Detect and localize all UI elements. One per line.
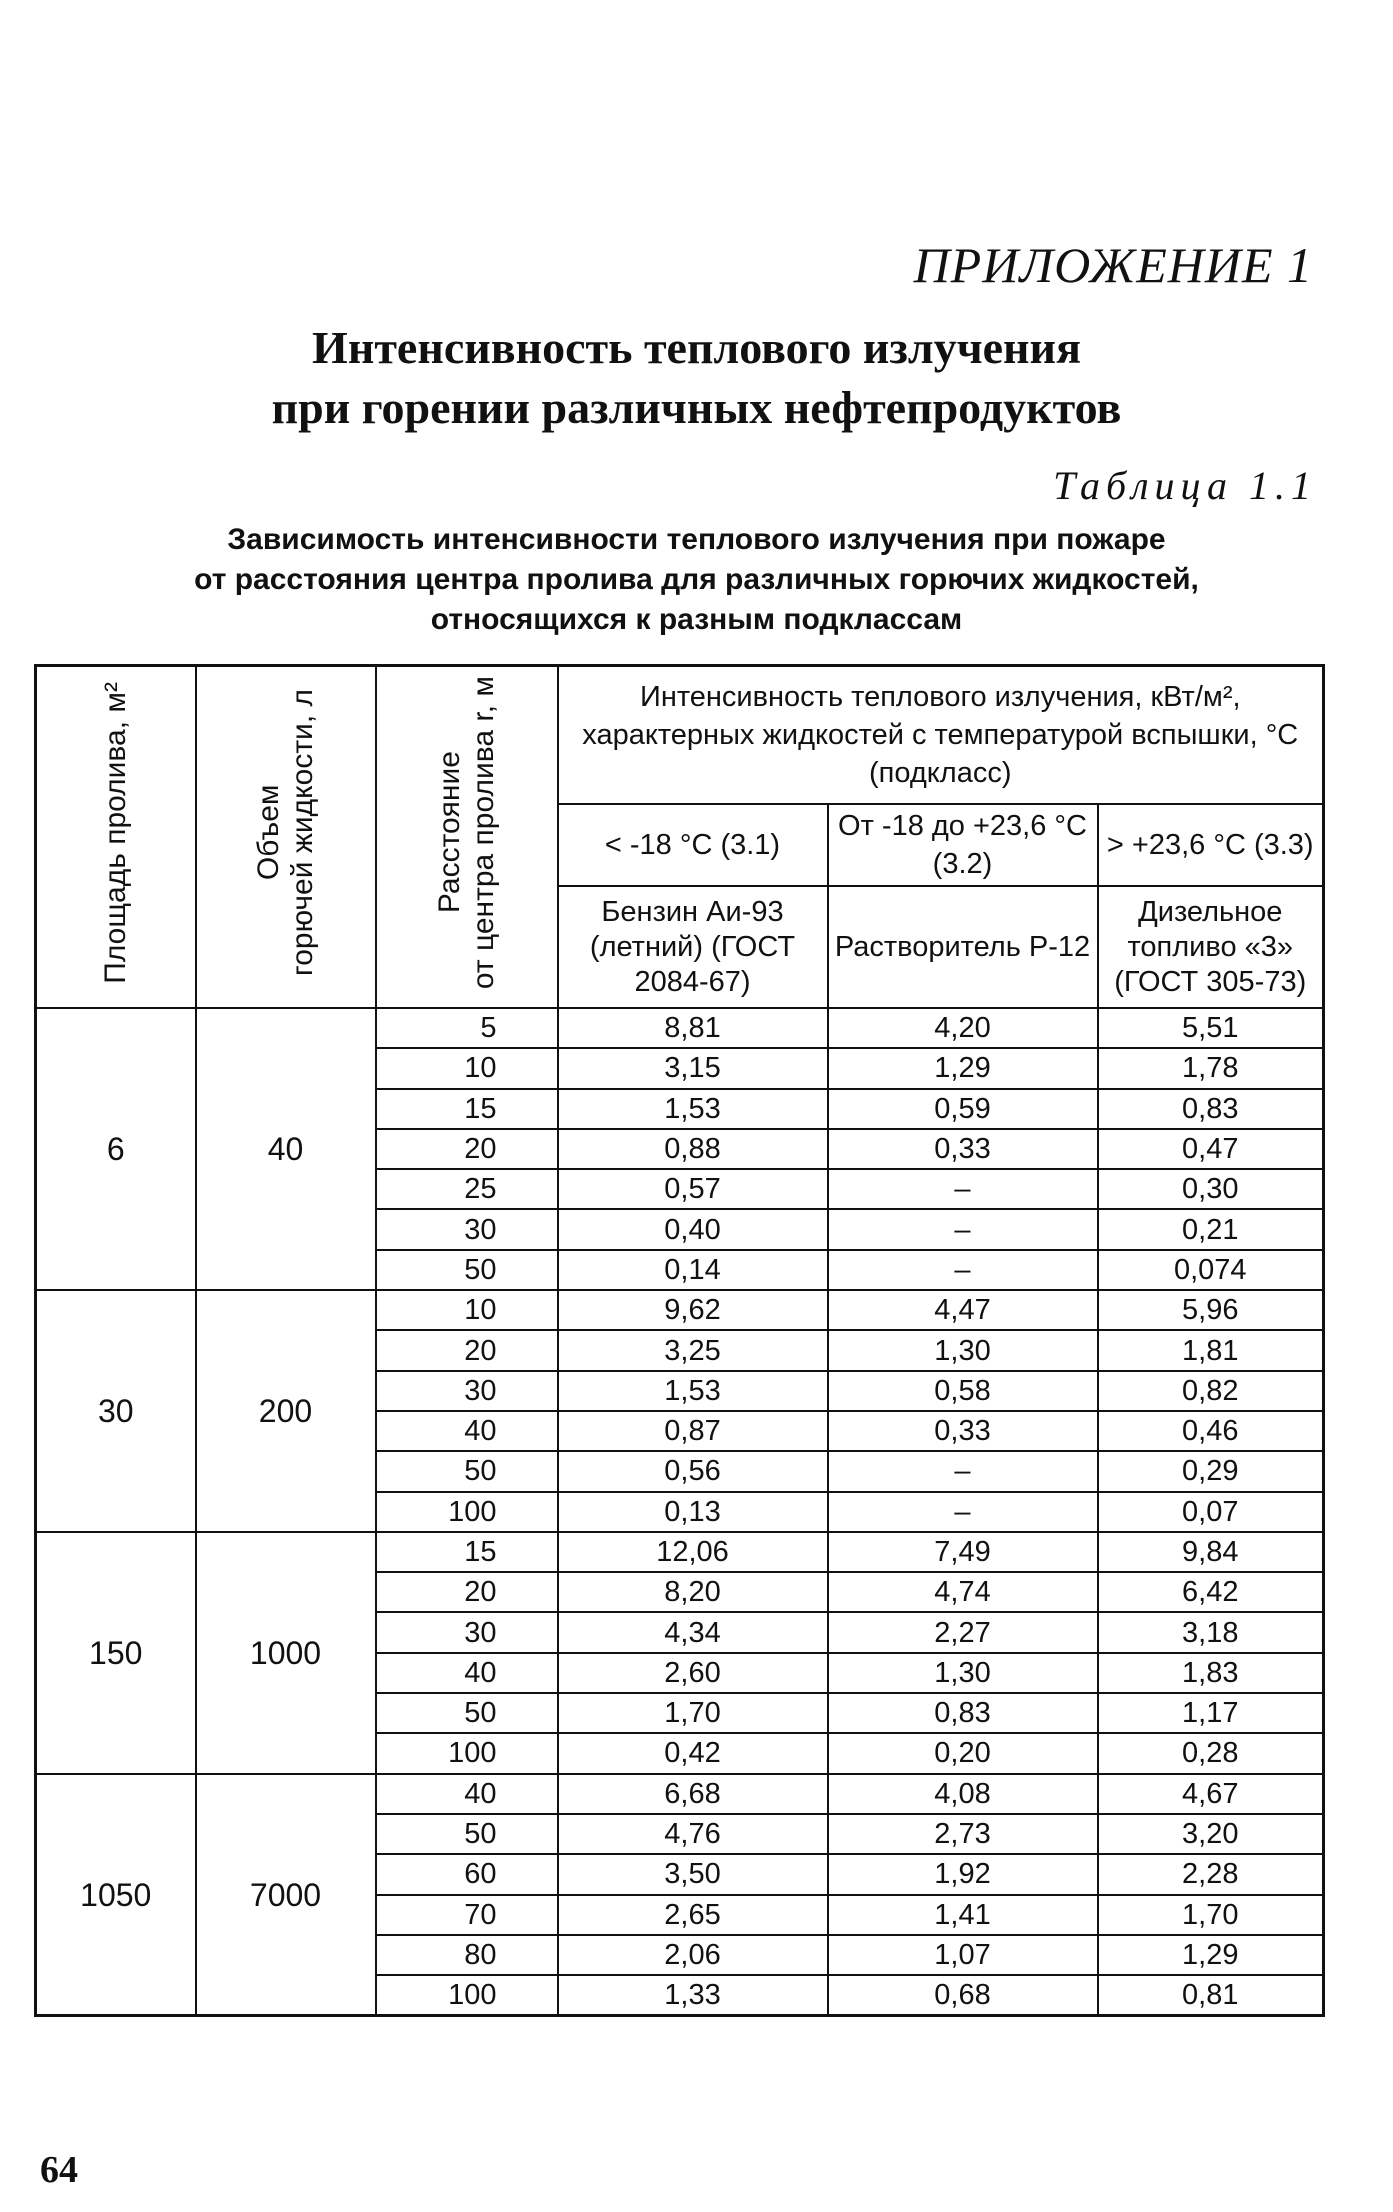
diesel-value-cell: 0,30 bbox=[1098, 1169, 1324, 1209]
page-number: 64 bbox=[40, 2149, 78, 2191]
distance-cell: 100 bbox=[376, 1733, 558, 1773]
diesel-value-cell: 0,28 bbox=[1098, 1733, 1324, 1773]
diesel-value-cell: 6,42 bbox=[1098, 1572, 1324, 1612]
gasoline-value-cell: 0,13 bbox=[558, 1492, 828, 1532]
header-intensity: Интенсивность теплового излучения, кВт/м², характерных жидкостей с температурой вспышки, °С (подкласс) bbox=[558, 666, 1324, 805]
gasoline-value-cell: 9,62 bbox=[558, 1290, 828, 1330]
gasoline-value-cell: 6,68 bbox=[558, 1774, 828, 1814]
gasoline-value-cell: 1,53 bbox=[558, 1089, 828, 1129]
gasoline-value-cell: 4,34 bbox=[558, 1612, 828, 1652]
distance-cell: 30 bbox=[376, 1371, 558, 1411]
table-body bbox=[36, 1008, 1324, 2016]
table-row bbox=[36, 1532, 1324, 1572]
solvent-value-cell: 7,49 bbox=[828, 1532, 1098, 1572]
diesel-value-cell: 1,17 bbox=[1098, 1693, 1324, 1733]
solvent-value-cell: 2,27 bbox=[828, 1612, 1098, 1652]
gasoline-value-cell: 2,65 bbox=[558, 1895, 828, 1935]
title-line-1: Интенсивность теплового излучения bbox=[312, 322, 1081, 373]
diesel-value-cell: 0,47 bbox=[1098, 1129, 1324, 1169]
header-temp-2: От -18 до +23,6 °С (3.2) bbox=[828, 804, 1098, 886]
distance-cell: 15 bbox=[376, 1089, 558, 1129]
solvent-value-cell: – bbox=[828, 1250, 1098, 1290]
table-row bbox=[36, 1774, 1324, 1814]
solvent-value-cell: 1,30 bbox=[828, 1653, 1098, 1693]
diesel-value-cell: 5,51 bbox=[1098, 1008, 1324, 1048]
caption-line-1: Зависимость интенсивности теплового излучения при пожаре bbox=[227, 523, 1166, 556]
diesel-value-cell: 2,28 bbox=[1098, 1854, 1324, 1894]
gasoline-value-cell: 0,56 bbox=[558, 1451, 828, 1491]
area-cell: 1050 bbox=[36, 1774, 196, 2016]
diesel-value-cell: 5,96 bbox=[1098, 1290, 1324, 1330]
gasoline-value-cell: 3,25 bbox=[558, 1330, 828, 1370]
distance-cell: 40 bbox=[376, 1653, 558, 1693]
solvent-value-cell: – bbox=[828, 1169, 1098, 1209]
gasoline-value-cell: 8,20 bbox=[558, 1572, 828, 1612]
gasoline-value-cell: 2,60 bbox=[558, 1653, 828, 1693]
diesel-value-cell: 0,29 bbox=[1098, 1451, 1324, 1491]
gasoline-value-cell: 3,50 bbox=[558, 1854, 828, 1894]
gasoline-value-cell: 0,88 bbox=[558, 1129, 828, 1169]
header-liquid-3: Дизельное топливо «3» (ГОСТ 305-73) bbox=[1098, 886, 1324, 1008]
header-area: Площадь пролива, м² bbox=[36, 666, 196, 1009]
solvent-value-cell: 1,30 bbox=[828, 1330, 1098, 1370]
gasoline-value-cell: 0,57 bbox=[558, 1169, 828, 1209]
gasoline-value-cell: 1,70 bbox=[558, 1693, 828, 1733]
distance-cell: 100 bbox=[376, 1975, 558, 2016]
volume-cell: 1000 bbox=[196, 1532, 376, 1774]
header-temp-3: > +23,6 °С (3.3) bbox=[1098, 804, 1324, 886]
diesel-value-cell: 4,67 bbox=[1098, 1774, 1324, 1814]
solvent-value-cell: 1,41 bbox=[828, 1895, 1098, 1935]
header-liquid-1: Бензин Аи-93 (летний) (ГОСТ 2084-67) bbox=[558, 886, 828, 1008]
distance-cell: 50 bbox=[376, 1451, 558, 1491]
solvent-value-cell: 0,33 bbox=[828, 1129, 1098, 1169]
gasoline-value-cell: 12,06 bbox=[558, 1532, 828, 1572]
diesel-value-cell: 0,82 bbox=[1098, 1371, 1324, 1411]
solvent-value-cell: – bbox=[828, 1451, 1098, 1491]
distance-cell: 60 bbox=[376, 1854, 558, 1894]
diesel-value-cell: 9,84 bbox=[1098, 1532, 1324, 1572]
diesel-value-cell: 3,18 bbox=[1098, 1612, 1324, 1652]
area-cell: 6 bbox=[36, 1008, 196, 1290]
radiation-intensity-table bbox=[34, 664, 1325, 2017]
table-caption bbox=[0, 520, 1393, 640]
solvent-value-cell: 0,58 bbox=[828, 1371, 1098, 1411]
caption-line-2: от расстояния центра пролива для различных горючих жидкостей, bbox=[194, 563, 1199, 596]
distance-cell: 50 bbox=[376, 1814, 558, 1854]
page-title bbox=[0, 318, 1393, 438]
distance-cell: 80 bbox=[376, 1935, 558, 1975]
appendix-heading: ПРИЛОЖЕНИЕ 1 bbox=[913, 237, 1313, 293]
diesel-value-cell: 0,83 bbox=[1098, 1089, 1324, 1129]
volume-cell: 200 bbox=[196, 1290, 376, 1532]
table-row bbox=[36, 1008, 1324, 1048]
title-line-2: при горении различных нефтепродуктов bbox=[271, 382, 1122, 433]
table-header bbox=[36, 666, 1324, 1009]
distance-cell: 40 bbox=[376, 1411, 558, 1451]
distance-cell: 25 bbox=[376, 1169, 558, 1209]
caption-line-3: относящихся к разным подклассам bbox=[430, 603, 963, 636]
distance-cell: 50 bbox=[376, 1250, 558, 1290]
solvent-value-cell: 1,29 bbox=[828, 1048, 1098, 1088]
header-liquid-2: Растворитель Р-12 bbox=[828, 886, 1098, 1008]
distance-cell: 15 bbox=[376, 1532, 558, 1572]
area-cell: 30 bbox=[36, 1290, 196, 1532]
solvent-value-cell: 4,08 bbox=[828, 1774, 1098, 1814]
table-number: Таблица 1.1 bbox=[1053, 463, 1317, 508]
volume-cell: 40 bbox=[196, 1008, 376, 1290]
gasoline-value-cell: 4,76 bbox=[558, 1814, 828, 1854]
gasoline-value-cell: 1,33 bbox=[558, 1975, 828, 2016]
solvent-value-cell: 4,47 bbox=[828, 1290, 1098, 1330]
header-temp-1: < -18 °С (3.1) bbox=[558, 804, 828, 886]
table-row bbox=[36, 1290, 1324, 1330]
diesel-value-cell: 0,46 bbox=[1098, 1411, 1324, 1451]
solvent-value-cell: 0,20 bbox=[828, 1733, 1098, 1773]
distance-cell: 40 bbox=[376, 1774, 558, 1814]
solvent-value-cell: 1,92 bbox=[828, 1854, 1098, 1894]
diesel-value-cell: 1,81 bbox=[1098, 1330, 1324, 1370]
solvent-value-cell: 4,20 bbox=[828, 1008, 1098, 1048]
volume-cell: 7000 bbox=[196, 1774, 376, 2016]
distance-cell: 70 bbox=[376, 1895, 558, 1935]
distance-cell: 5 bbox=[376, 1008, 558, 1048]
gasoline-value-cell: 8,81 bbox=[558, 1008, 828, 1048]
solvent-value-cell: 0,33 bbox=[828, 1411, 1098, 1451]
diesel-value-cell: 0,074 bbox=[1098, 1250, 1324, 1290]
solvent-value-cell: 1,07 bbox=[828, 1935, 1098, 1975]
solvent-value-cell: 2,73 bbox=[828, 1814, 1098, 1854]
gasoline-value-cell: 0,87 bbox=[558, 1411, 828, 1451]
distance-cell: 10 bbox=[376, 1048, 558, 1088]
diesel-value-cell: 0,07 bbox=[1098, 1492, 1324, 1532]
diesel-value-cell: 3,20 bbox=[1098, 1814, 1324, 1854]
distance-cell: 30 bbox=[376, 1209, 558, 1249]
solvent-value-cell: – bbox=[828, 1492, 1098, 1532]
solvent-value-cell: 0,68 bbox=[828, 1975, 1098, 2016]
solvent-value-cell: 4,74 bbox=[828, 1572, 1098, 1612]
distance-cell: 30 bbox=[376, 1612, 558, 1652]
diesel-value-cell: 1,78 bbox=[1098, 1048, 1324, 1088]
gasoline-value-cell: 0,40 bbox=[558, 1209, 828, 1249]
distance-cell: 10 bbox=[376, 1290, 558, 1330]
header-volume: Объем горючей жидкости, л bbox=[196, 666, 376, 1009]
solvent-value-cell: 0,83 bbox=[828, 1693, 1098, 1733]
distance-cell: 20 bbox=[376, 1129, 558, 1169]
gasoline-value-cell: 0,42 bbox=[558, 1733, 828, 1773]
solvent-value-cell: – bbox=[828, 1209, 1098, 1249]
diesel-value-cell: 0,81 bbox=[1098, 1975, 1324, 2016]
distance-cell: 20 bbox=[376, 1572, 558, 1612]
header-distance: Расстояние от центра пролива r, м bbox=[376, 666, 558, 1009]
distance-cell: 20 bbox=[376, 1330, 558, 1370]
solvent-value-cell: 0,59 bbox=[828, 1089, 1098, 1129]
diesel-value-cell: 1,83 bbox=[1098, 1653, 1324, 1693]
distance-cell: 100 bbox=[376, 1492, 558, 1532]
diesel-value-cell: 1,29 bbox=[1098, 1935, 1324, 1975]
gasoline-value-cell: 3,15 bbox=[558, 1048, 828, 1088]
gasoline-value-cell: 2,06 bbox=[558, 1935, 828, 1975]
gasoline-value-cell: 0,14 bbox=[558, 1250, 828, 1290]
gasoline-value-cell: 1,53 bbox=[558, 1371, 828, 1411]
diesel-value-cell: 0,21 bbox=[1098, 1209, 1324, 1249]
area-cell: 150 bbox=[36, 1532, 196, 1774]
diesel-value-cell: 1,70 bbox=[1098, 1895, 1324, 1935]
distance-cell: 50 bbox=[376, 1693, 558, 1733]
